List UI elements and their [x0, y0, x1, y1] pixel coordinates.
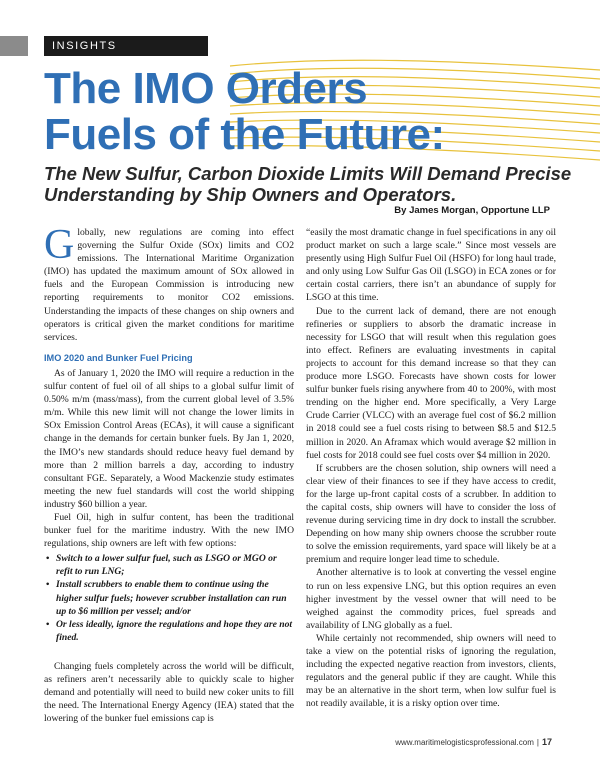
- article-title: [44, 66, 584, 158]
- list-item: • Or less ideally, ignore the regulations and hope they are not fined.: [44, 618, 294, 644]
- paragraph: “easily the most dramatic change in fuel specifications in any oil product market on such a large scale.” Since most vessels are presently using High Sulfur Fuel Oil (HSFO) for long haul trade, and only using Low Sulfur Gas Oil (LSGO) in ECA zones or for certain costal carriers, there isn’t an abundance of supply for LSGO at this time.: [306, 227, 556, 304]
- page-number: 17: [541, 737, 552, 747]
- right-column: [306, 226, 556, 710]
- section-tag: INSIGHTS: [44, 36, 208, 56]
- intro-text: lobally, new regulations are coming into effect governing the Sulfur Oxide (SOx) limits and CO2 emissions. The International Maritime Organization (IMO) has updated the maximum amount of SOx allowed in fuels and the European Commission is introducing new reporting requirements to monitor CO2 emissions. Understanding the impacts of these changes on ship owners and operators is critical given the market conditions for maritime services.: [44, 227, 294, 343]
- paragraph: Another alternative is to look at converting the vessel engine to run on less expensive LNG, but this option requires an even higher investment by the vessel owner that will need to be weighed against the commodity prices, fuel spreads and availability of LNG globally as a fuel.: [306, 567, 556, 631]
- paragraph: Fuel Oil, high in sulfur content, has been the traditional bunker fuel for the maritime industry. With the new IMO regulations, ship owners are left with few options:: [44, 511, 294, 550]
- footer-url: www.maritimelogisticsprofessional.com: [395, 738, 534, 747]
- title-line-2: Fuels of the Future:: [44, 110, 445, 159]
- paragraph: If scrubbers are the chosen solution, ship owners will need a clear view of their finances to see if they have access to credit, for the large up-front capital costs of a scrubber. In addition to the capital costs, ship owners will have to consider the loss of revenue during servicing time in dry dock to install the scrubber. Depending on how many ship owners choose the scrubber route to solve the emission requirements, yard space will likely be at a premium and require longer lead time to schedule.: [306, 462, 556, 566]
- intro-paragraph: [44, 222, 294, 344]
- paragraph: Due to the current lack of demand, there are not enough refineries or suppliers to absorb the dramatic increase in necessity for LSGO that will result when this regulation goes into effect. Refiners are evaluating investments in capital projects to account for this demand increase so that they can produce more LSGO. Forecasts have shown costs for lower sulfur bunker fuels rising anywhere from 40 to 200%, with most trending on the higher end. More specifically, a Very Large Crude Carrier (VLCC) with an average fuel cost of $6.2 million in 2018 could see a fuel costs rising to between $8.5 and $12.5 million in 2020. An Aframax which would average $2 million in fuel costs for 2018 could see fuel costs over $4 million in 2020.: [306, 305, 556, 461]
- paragraph: Changing fuels completely across the world will be difficult, as refiners aren’t necessarily able to quickly scale to higher demand and potentially will need to build new coker units to fill the need. The International Energy Agency (IEA) stated that the lowering of the bunker fuel emissions cap is: [44, 660, 294, 725]
- article-subtitle: The New Sulfur, Carbon Dioxide Limits Will Demand Precise Understanding by Ship Owners and Operators.: [44, 163, 572, 205]
- section-side-bar: [0, 36, 28, 56]
- section-subhead: IMO 2020 and Bunker Fuel Pricing: [44, 352, 193, 363]
- drop-cap: G: [44, 222, 75, 268]
- byline: By James Morgan, Opportune LLP: [394, 205, 550, 216]
- list-item: • Install scrubbers to enable them to continue using the higher sulfur fuels; however scrubber installation can run up to $6 million per vessel; and/or: [44, 578, 294, 617]
- left-column: [44, 222, 294, 725]
- options-list: [44, 552, 294, 644]
- page-footer: [395, 737, 552, 747]
- footer-separator: |: [536, 738, 539, 747]
- paragraph: While certainly not recommended, ship owners will need to take a view on the potential risks of ignoring the regulation, including the expected negative reaction from investors, clients, regulators and the general public if they are caught. While this may be an alternative in the short term, when low sulfur fuel is not readily available, it is a risky option over time.: [306, 632, 556, 710]
- list-item: • Switch to a lower sulfur fuel, such as LSGO or MGO or refit to run LNG;: [44, 552, 294, 578]
- paragraph: As of January 1, 2020 the IMO will require a reduction in the sulfur content of fuel oil of all ships to a global sulfur limit of 0.50% m/m (mass/mass), from the current global level of 3.5% m/m. While this new limit will not change the lower limits in SOx Emission Control Areas (ECAs), it will cause a significant change in the demands for certain bunker fuels. By Jan 1, 2020, the IMO’s new standards should reduce heavy fuel demand by more than 2 million barrels a day, according to industry consultant FGE. Separately, a Wood Mackenzie study estimates meeting the new fuel standards will cost the world shipping industry $60 billion a year.: [44, 367, 294, 510]
- title-line-1: The IMO Orders: [44, 64, 368, 113]
